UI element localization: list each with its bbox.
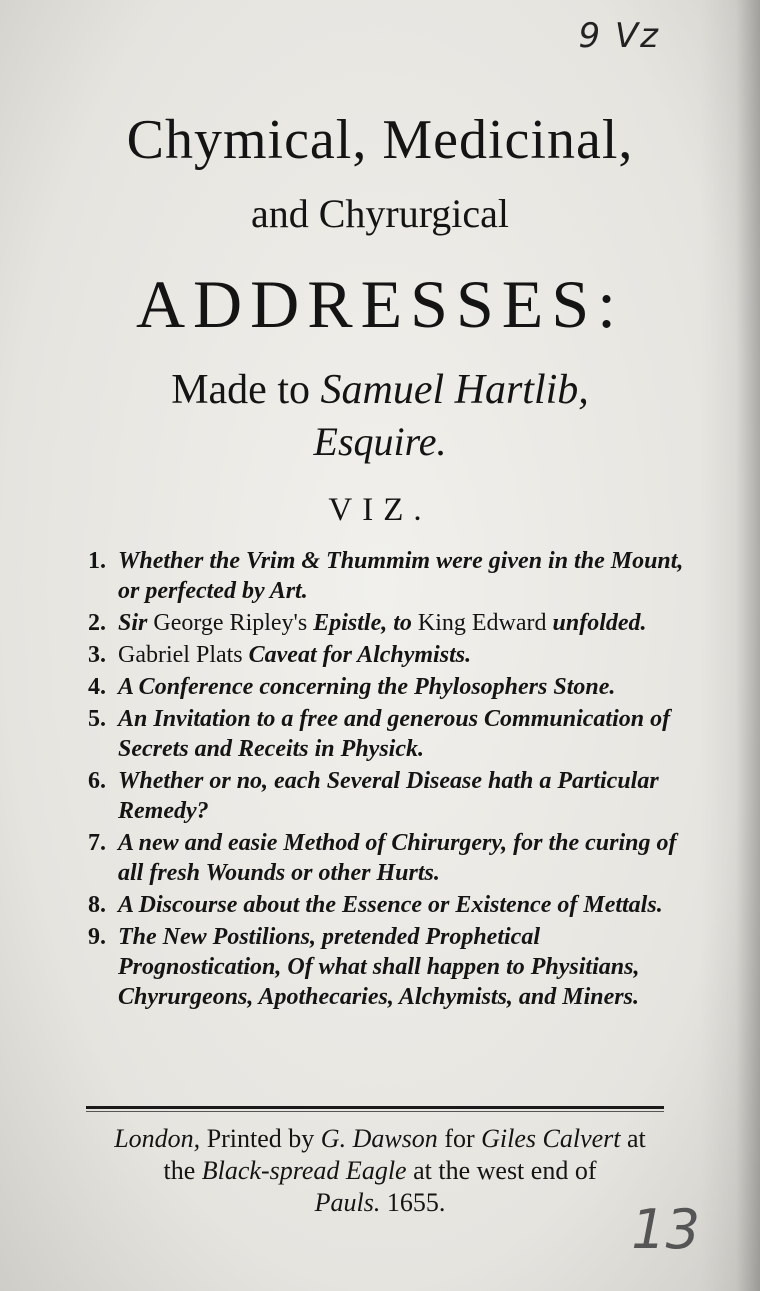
list-item [88,890,688,920]
list-item [88,922,688,1012]
imprint-city: London, [114,1124,201,1153]
item-text: The New Postilions, pretended Prophetical Prognostication, Of what shall happen to Physitians, Chyrurgeons, Apothecaries, Alchymists, and Miners. [118,924,640,1010]
item-number: 6. [88,768,106,794]
item-text-c: Epistle, to [313,610,418,636]
imprint-printer: G. Dawson [320,1124,438,1153]
imprint-publisher: Giles Calvert [481,1124,621,1153]
list-item [88,704,688,764]
item-number: 9. [88,924,106,950]
divider-rule [86,1106,664,1109]
item-text: An Invitation to a free and generous Communication of Secrets and Receits in Physick. [118,706,671,762]
item-text: A Discourse about the Essence or Existence of Mettals. [118,892,663,918]
imprint-printed-by: Printed by [200,1124,321,1153]
viz-heading: VIZ. [328,492,432,528]
item-text: Whether or no, each Several Disease hath a Particular Remedy? [118,768,659,824]
item-number: 5. [88,706,106,732]
item-text: Whether the Vrim & Thummim were given in the Mount, or perfected by Art. [118,548,684,604]
list-item [88,766,688,826]
title-dedication-prefix: Made to [171,367,310,413]
handwritten-page-number: 13 [631,1198,700,1261]
list-item [88,608,688,638]
item-text: A new and easie Method of Chirurgery, for the curing of all fresh Wounds or other Hurts. [118,830,677,886]
imprint-year: 1655. [380,1188,446,1217]
imprint-pauls: Pauls. [314,1188,381,1217]
imprint-line-2 [0,1154,760,1188]
title-line-5: Esquire. [313,419,447,464]
item-text-e: unfolded. [546,610,647,636]
item-number: 1. [88,548,106,574]
imprint-sign: Black-spread Eagle [201,1156,407,1185]
item-number: 2. [88,610,106,636]
item-text-a: Sir [118,610,148,636]
item-number: 4. [88,674,106,700]
title-line-2: and Chyrurgical [250,191,510,236]
handwritten-shelfmark: 9 Vz [578,16,660,56]
item-number: 3. [88,642,106,668]
item-text-b: George Ripley's [147,610,314,636]
title-line-1: Chymical, Medicinal, [126,109,634,171]
list-item [88,640,688,670]
item-text-b: Caveat for Alchymists. [248,642,472,668]
imprint-at: at [620,1124,646,1153]
imprint-line-1 [0,1122,760,1156]
divider-rule-thin [86,1111,664,1112]
item-text-d: King Edward [417,610,547,636]
item-number: 8. [88,892,106,918]
item-text-a: Gabriel Plats [118,642,249,668]
contents-list [88,546,688,1014]
imprint-location: at the west end of [406,1156,597,1185]
imprint-the: the [163,1156,202,1185]
list-item [88,672,688,702]
title-line-4 [0,366,760,414]
title-dedicatee-name: Samuel Hartlib, [320,367,589,413]
title-line-3: ADDRESSES: [135,266,625,342]
item-text: A Conference concerning the Phylosophers Stone. [118,674,616,700]
list-item [88,828,688,888]
imprint-for: for [437,1124,482,1153]
item-number: 7. [88,830,106,856]
list-item [88,546,688,606]
